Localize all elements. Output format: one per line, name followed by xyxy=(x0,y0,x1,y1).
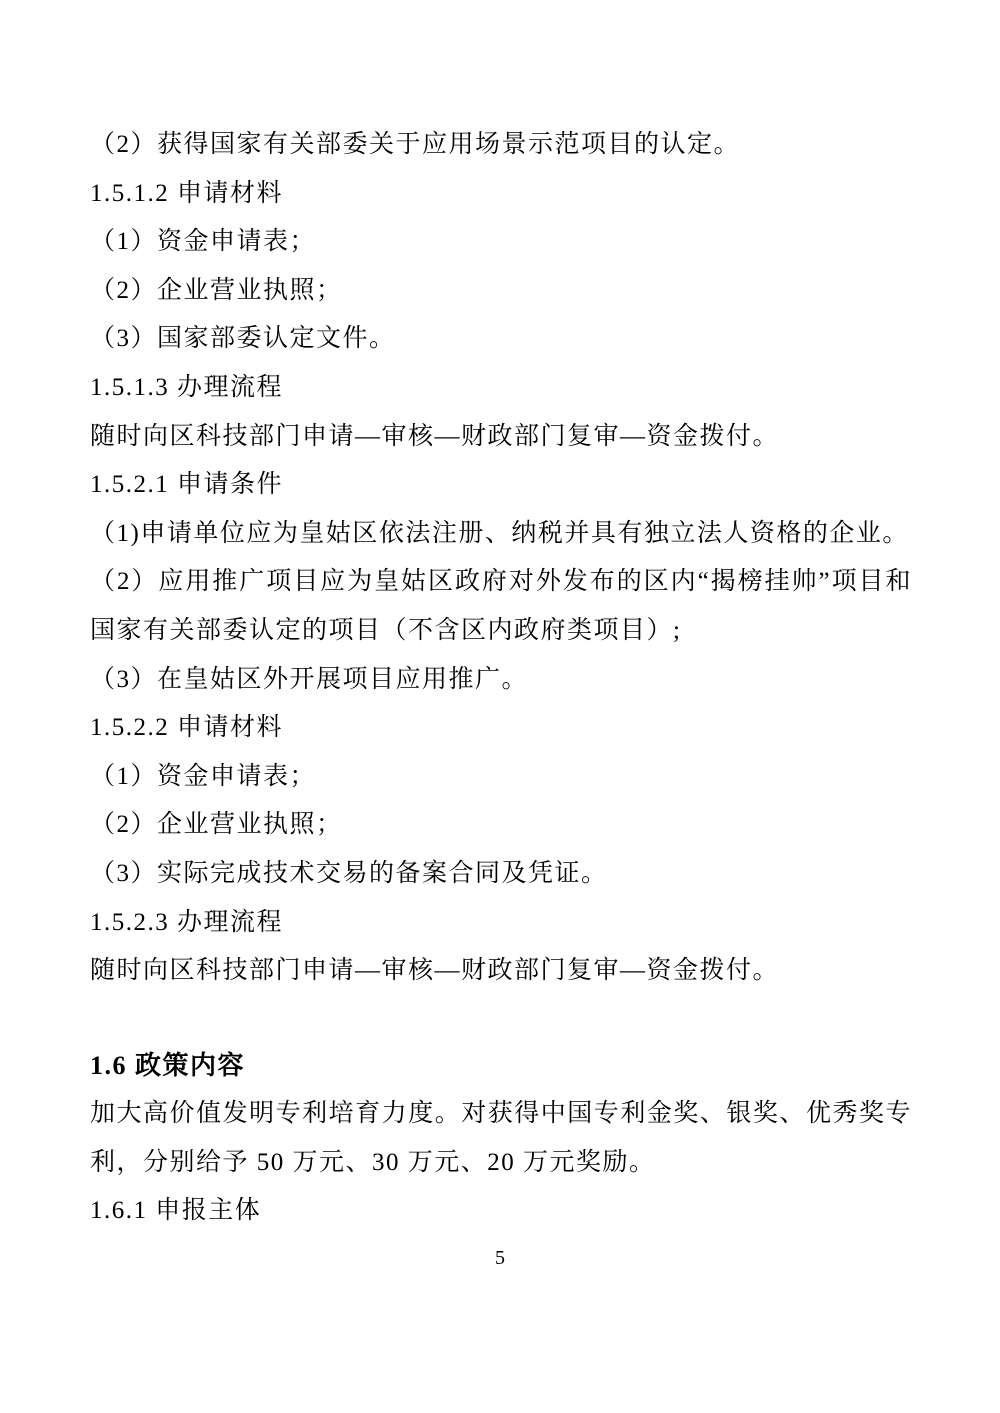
subsection-heading: 1.6.1 申报主体 xyxy=(90,1197,262,1225)
list-item: （2）企业营业执照； xyxy=(90,811,343,839)
subsection-heading: 1.5.2.2 申请材料 xyxy=(90,714,284,742)
list-item: （3）实际完成技术交易的备案合同及凭证。 xyxy=(90,859,608,887)
list-item: （3）国家部委认定文件。 xyxy=(90,325,396,353)
subsection-heading: 1.5.2.3 办理流程 xyxy=(90,908,284,936)
subsection-heading: 1.5.2.1 申请条件 xyxy=(90,471,284,499)
list-item: （2）获得国家有关部委关于应用场景示范项目的认定。 xyxy=(90,131,741,158)
subsection-heading: 1.5.1.2 申请材料 xyxy=(90,179,284,207)
list-item: （2）企业营业执照； xyxy=(90,276,343,304)
list-item: （1）资金申请表； xyxy=(90,762,317,790)
page-number: 5 xyxy=(495,1247,505,1269)
body-paragraph: 加大高价值发明专利培育力度。对获得中国专利金奖、银奖、优秀奖专利，分别给予 50 万元、30 万元、20 万元奖励。 xyxy=(90,1100,912,1176)
list-item: （1）资金申请表； xyxy=(90,228,317,256)
list-item: （2）应用推广项目应为皇姑区政府对外发布的区内“揭榜挂帅”项目和国家有关部委认定的项目（不含区内政府类项目）; xyxy=(90,568,912,644)
list-item: （3）在皇姑区外开展项目应用推广。 xyxy=(90,665,529,693)
list-item: （1)申请单位应为皇姑区依法注册、纳税并具有独立法人资格的企业。 xyxy=(90,519,909,547)
body-paragraph: 随时向区科技部门申请—审核—财政部门复审—资金拨付。 xyxy=(90,957,780,985)
body-paragraph: 随时向区科技部门申请—审核—财政部门复审—资金拨付。 xyxy=(90,422,780,450)
section-heading: 1.6 政策内容 xyxy=(90,1050,246,1080)
subsection-heading: 1.5.1.3 办理流程 xyxy=(90,373,284,401)
